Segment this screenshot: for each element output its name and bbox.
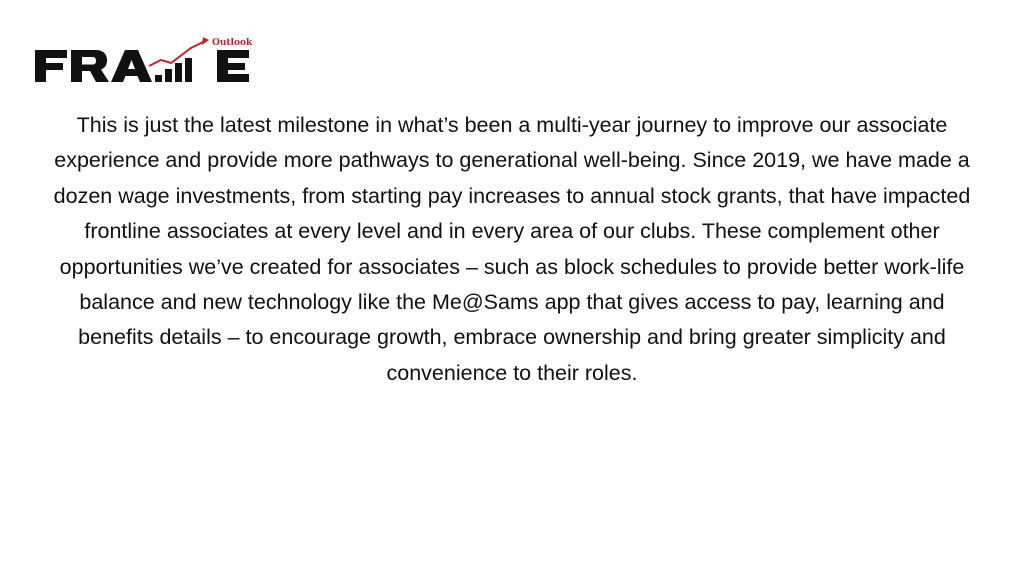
logo-tag: Outlook [212, 38, 253, 48]
logo-graphic [33, 36, 253, 86]
main-paragraph: This is just the latest milestone in what’s been a multi-year journey to improve our associate experience and provide more pathways to generational well-being. Since 2019, we have made a dozen wage investments, from starting pay increases to annual stock grants, that have impacted frontline associates at every level and in every area of our clubs. These complement other opportunities we’ve created for associates – such as block schedules to provide better work-life balance and new technology like the Me@Sams app that gives access to pay, learning and benefits details – to encourage growth, embrace ownership and bring greater simplicity and convenience to their roles. [53, 113, 971, 385]
frame-outlook-logo [33, 36, 253, 86]
